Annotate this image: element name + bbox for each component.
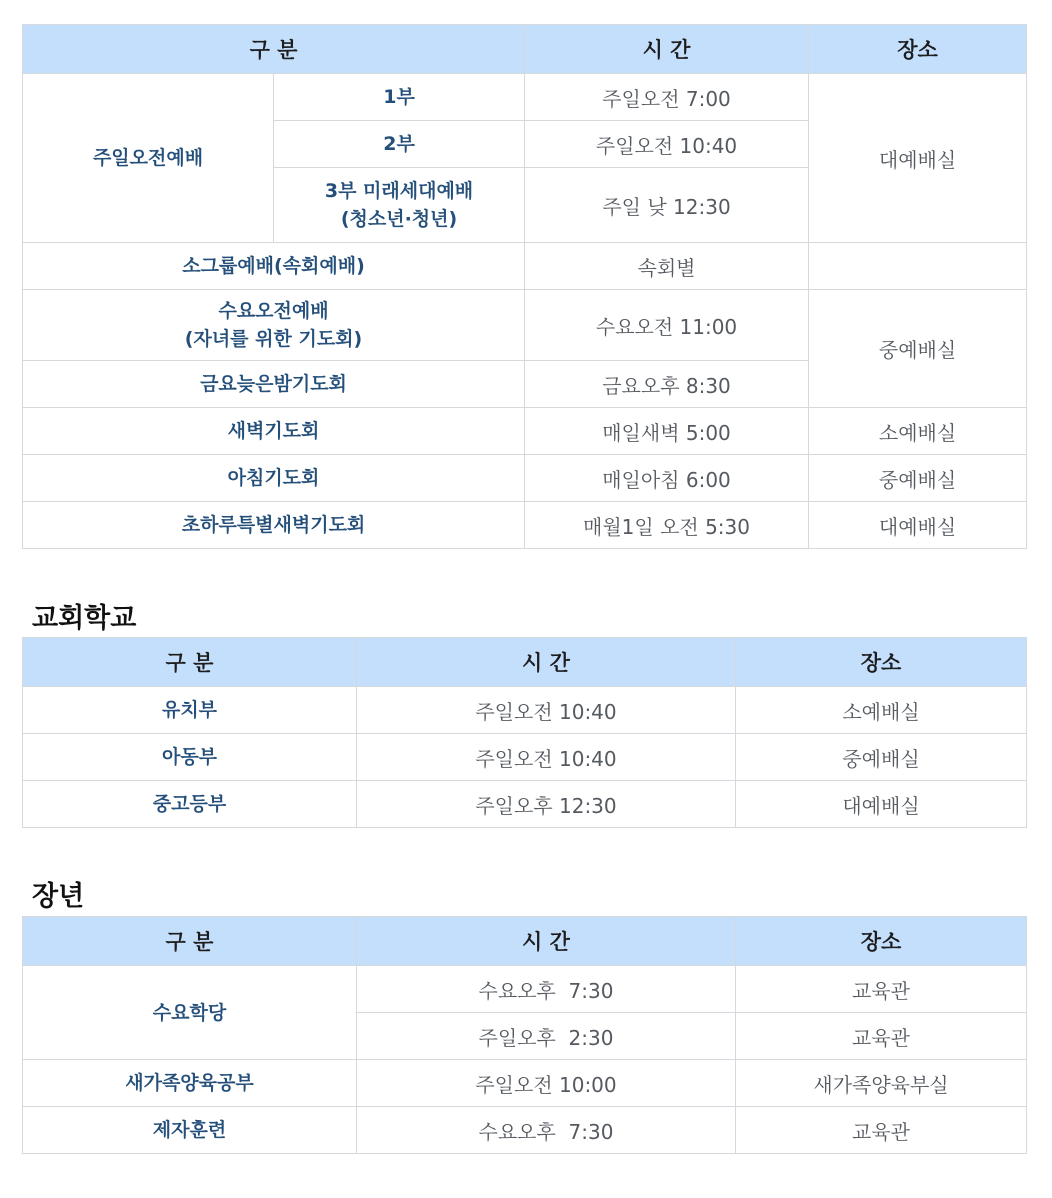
church-school-title: 교회학교 — [32, 603, 137, 634]
table-row — [23, 781, 1027, 828]
morning-label: 아침기도회 — [23, 455, 525, 502]
part-3-time: 주일 낮 12:30 — [525, 168, 809, 243]
disciple-place: 교육관 — [736, 1107, 1027, 1154]
session-place: 교육관 — [736, 966, 1027, 1013]
wednesday-school-name: 수요학당 — [23, 966, 357, 1060]
school-name: 중고등부 — [23, 781, 357, 828]
seniors-title: 장년 — [32, 881, 85, 912]
school-time: 주일오후 12:30 — [357, 781, 736, 828]
part-2-name: 2부 — [274, 121, 525, 168]
table-row — [23, 734, 1027, 781]
table-row — [23, 74, 1027, 121]
table-row — [23, 502, 1027, 549]
part-3-name — [274, 168, 525, 243]
header-category: 구 분 — [23, 917, 357, 966]
table-row — [23, 455, 1027, 502]
part-3-name-line1: 3부 미래세대예배 — [324, 180, 474, 202]
session-time: 주일오후 2:30 — [357, 1013, 736, 1060]
session-time: 수요오후 7:30 — [357, 966, 736, 1013]
table-row — [23, 290, 1027, 361]
header-time: 시 간 — [357, 917, 736, 966]
part-2-time: 주일오전 10:40 — [525, 121, 809, 168]
small-group-place — [809, 243, 1027, 290]
wednesday-label-line1: 수요오전예배 — [218, 300, 329, 322]
table-header-row — [23, 638, 1027, 687]
table-row — [23, 966, 1027, 1013]
morning-time: 매일아침 6:00 — [525, 455, 809, 502]
first-day-place: 대예배실 — [809, 502, 1027, 549]
dawn-label: 새벽기도회 — [23, 408, 525, 455]
school-time: 주일오전 10:40 — [357, 734, 736, 781]
part-1-time: 주일오전 7:00 — [525, 74, 809, 121]
school-name: 아동부 — [23, 734, 357, 781]
header-time: 시 간 — [525, 25, 809, 74]
session-place: 교육관 — [736, 1013, 1027, 1060]
wednesday-label-line2: (자녀를 위한 기도회) — [184, 328, 363, 350]
family-name: 새가족양육공부 — [23, 1060, 357, 1107]
seniors-table — [22, 916, 1027, 1154]
header-place: 장소 — [736, 917, 1027, 966]
morning-place: 중예배실 — [809, 455, 1027, 502]
table-header-row — [23, 25, 1027, 74]
friday-time: 금요오후 8:30 — [525, 361, 809, 408]
family-time: 주일오전 10:00 — [357, 1060, 736, 1107]
sunday-morning-place: 대예배실 — [809, 74, 1027, 243]
small-group-time: 속회별 — [525, 243, 809, 290]
friday-label: 금요늦은밤기도회 — [23, 361, 525, 408]
sunday-morning-label: 주일오전예배 — [23, 74, 274, 243]
school-place: 소예배실 — [736, 687, 1027, 734]
part-1-name: 1부 — [274, 74, 525, 121]
first-day-label: 초하루특별새벽기도회 — [23, 502, 525, 549]
small-group-label: 소그룹예배(속회예배) — [23, 243, 525, 290]
family-place: 새가족양육부실 — [736, 1060, 1027, 1107]
mid-hall-place: 중예배실 — [809, 290, 1027, 408]
table-row — [23, 687, 1027, 734]
wednesday-time: 수요오전 11:00 — [525, 290, 809, 361]
disciple-time: 수요오후 7:30 — [357, 1107, 736, 1154]
table-row — [23, 1060, 1027, 1107]
dawn-time: 매일새벽 5:00 — [525, 408, 809, 455]
worship-schedule-table — [22, 24, 1027, 549]
header-place: 장소 — [809, 25, 1027, 74]
disciple-name: 제자훈련 — [23, 1107, 357, 1154]
table-row — [23, 1107, 1027, 1154]
header-category: 구 분 — [23, 638, 357, 687]
table-row — [23, 408, 1027, 455]
school-time: 주일오전 10:40 — [357, 687, 736, 734]
header-time: 시 간 — [357, 638, 736, 687]
wednesday-label — [23, 290, 525, 361]
school-place: 중예배실 — [736, 734, 1027, 781]
dawn-place: 소예배실 — [809, 408, 1027, 455]
school-name: 유치부 — [23, 687, 357, 734]
school-place: 대예배실 — [736, 781, 1027, 828]
table-row — [23, 243, 1027, 290]
header-category: 구 분 — [23, 25, 525, 74]
table-header-row — [23, 917, 1027, 966]
first-day-time: 매월1일 오전 5:30 — [525, 502, 809, 549]
part-3-name-line2: (청소년·청년) — [340, 208, 458, 230]
church-school-table — [22, 637, 1027, 828]
header-place: 장소 — [736, 638, 1027, 687]
